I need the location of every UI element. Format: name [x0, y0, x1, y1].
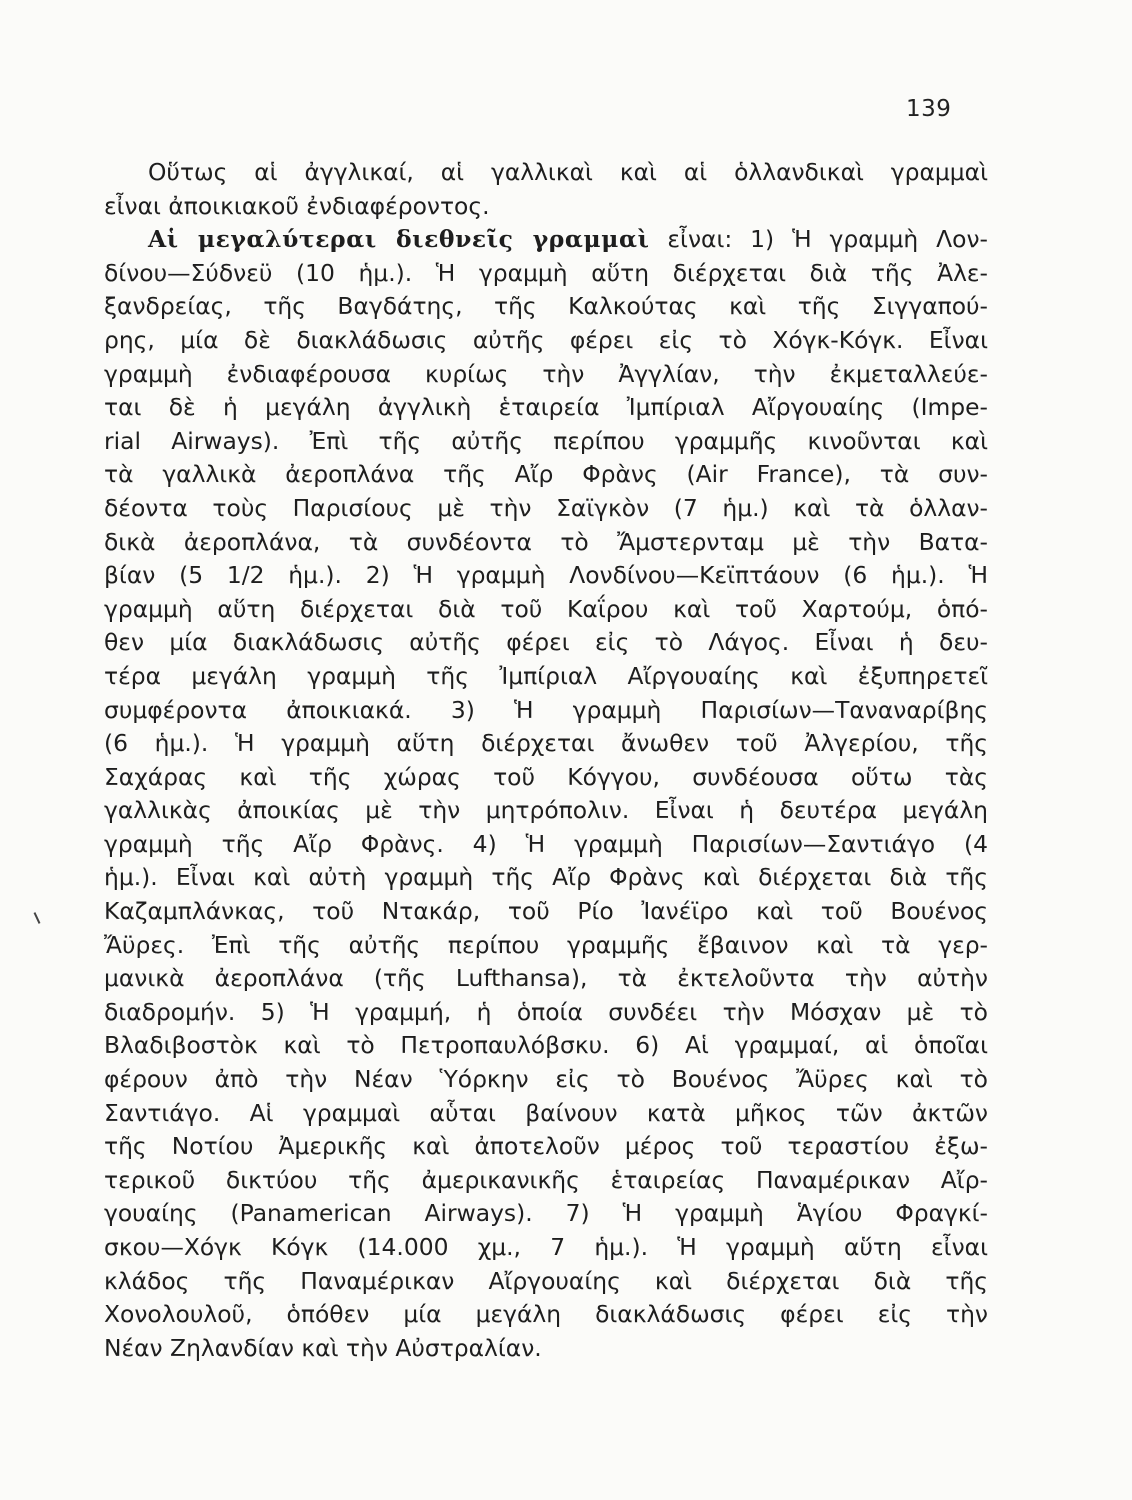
text-line: θεν μία διακλάδωσις αὐτῆς φέρει εἰς τὸ Λάγος. Εἶναι ἡ δευ- — [104, 628, 988, 657]
text-line: Βλαδιβοστὸκ καὶ τὸ Πετροπαυλόβσκυ. 6) Αἱ γραμμαί, αἱ ὁποῖαι — [104, 1031, 988, 1060]
text-line: Οὕτως αἱ ἀγγλικαί, αἱ γαλλικαὶ καὶ αἱ ὁλλανδικαὶ γραμμαὶ — [148, 158, 988, 186]
text-line: διαδρομήν. 5) Ἡ γραμμή, ἡ ὁποία συνδέει τὴν Μόσχαν μὲ τὸ — [104, 997, 988, 1026]
text-line: συμφέροντα ἀποικιακά. 3) Ἡ γραμμὴ Παρισίων—Ταναναρίβης — [104, 695, 988, 724]
margin-mark — [34, 912, 41, 924]
text-line: δικὰ ἀεροπλάνα, τὰ συνδέοντα τὸ Ἄμστερνταμ μὲ τὴν Βατα- — [104, 527, 988, 556]
text-line: Σαχάρας καὶ τῆς χώρας τοῦ Κόγγου, συνδέουσα οὕτω τὰς — [104, 762, 988, 791]
text-line: κλάδος τῆς Παναμέρικαν Αἴργουαίης καὶ διέρχεται διὰ τῆς — [104, 1266, 988, 1295]
text-line: σκου—Χόγκ Κόγκ (14.000 χμ., 7 ἡμ.). Ἡ γραμμὴ αὕτη εἶναι — [104, 1233, 988, 1261]
text-line: εἶναι ἀποικιακοῦ ἐνδιαφέροντος. — [104, 191, 490, 220]
section-heading: Αἱ μεγαλύτεραι διεθνεῖς γραμμαὶ — [148, 225, 650, 254]
heading-continuation: εἶναι: 1) Ἡ γραμμὴ Λον- — [649, 225, 988, 254]
text-line: γραμμὴ αὕτη διέρχεται διὰ τοῦ Καΐρου καὶ τοῦ Χαρτούμ, ὁπό- — [104, 594, 988, 623]
text-line: βίαν (5 1/2 ἡμ.). 2) Ἡ γραμμὴ Λονδίνου—Κεϊπτάουν (6 ἡμ.). Ἡ — [104, 561, 988, 590]
text-line: Χονολουλοῦ, ὁπόθεν μία μεγάλη διακλάδωσις φέρει εἰς τὴν — [104, 1300, 988, 1329]
text-line: μανικὰ ἀεροπλάνα (τῆς Lufthansa), τὰ ἐκτελοῦντα τὴν αὐτὴν — [104, 964, 988, 993]
text-line: τερικοῦ δικτύου τῆς ἀμερικανικῆς ἑταιρείας Παναμέρικαν Αἴρ- — [104, 1165, 988, 1194]
text-line: Νέαν Ζηλανδίαν καὶ τὴν Αὐστραλίαν. — [104, 1333, 542, 1362]
text-line: ἡμ.). Εἶναι καὶ αὐτὴ γραμμὴ τῆς Αἴρ Φρὰνς καὶ διέρχεται διὰ τῆς — [104, 863, 988, 892]
text-line: ρης, μία δὲ διακλάδωσις αὐτῆς φέρει εἰς τὸ Χόγκ-Κόγκ. Εἶναι — [104, 325, 988, 354]
text-line: ται δὲ ἡ μεγάλη ἀγγλικὴ ἑταιρεία Ἰμπίριαλ Αἴργουαίης (Impe- — [104, 393, 988, 422]
text-line: γαλλικὰς ἀποικίας μὲ τὴν μητρόπολιν. Εἶναι ἡ δευτέρα μεγάλη — [104, 796, 988, 825]
text-line: δέοντα τοὺς Παρισίους μὲ τὴν Σαϊγκὸν (7 ἡμ.) καὶ τὰ ὁλλαν- — [104, 493, 988, 522]
text-line: Σαντιάγο. Αἱ γραμμαὶ αὗται βαίνουν κατὰ μῆκος τῶν ἀκτῶν — [104, 1098, 988, 1127]
text-line: (6 ἡμ.). Ἡ γραμμὴ αὕτη διέρχεται ἄνωθεν τοῦ Ἀλγερίου, τῆς — [104, 729, 988, 758]
text-line: τέρα μεγάλη γραμμὴ τῆς Ἰμπίριαλ Αἴργουαίης καὶ ἐξυπηρετεῖ — [104, 661, 988, 690]
text-line: γουαίης (Panamerican Airways). 7) Ἡ γραμμὴ Ἁγίου Φραγκί- — [104, 1199, 988, 1228]
text-line: ξανδρείας, τῆς Βαγδάτης, τῆς Καλκούτας καὶ τῆς Σιγγαπού- — [104, 292, 988, 321]
text-line: γραμμὴ τῆς Αἴρ Φρὰνς. 4) Ἡ γραμμὴ Παρισίων—Σαντιάγο (4 — [104, 829, 988, 858]
text-line: Ἄϋρες. Ἐπὶ τῆς αὐτῆς περίπου γραμμῆς ἔβαινον καὶ τὰ γερ- — [104, 930, 988, 959]
text-line-heading — [104, 223, 988, 257]
page-number: 139 — [906, 96, 952, 122]
text-line: Καζαμπλάνκας, τοῦ Ντακάρ, τοῦ Ρίο Ἰανέϊρο καὶ τοῦ Βουένος — [104, 897, 988, 926]
text-line: γραμμὴ ἐνδιαφέρουσα κυρίως τὴν Ἀγγλίαν, τὴν ἐκμεταλλεύε- — [104, 359, 988, 388]
text-line: τῆς Νοτίου Ἀμερικῆς καὶ ἀποτελοῦν μέρος τοῦ τεραστίου ἐξω- — [104, 1132, 988, 1161]
text-line: τὰ γαλλικὰ ἀεροπλάνα τῆς Αἴρ Φρὰνς (Air France), τὰ συν- — [104, 460, 988, 489]
text-line: δίνου—Σύδνεϋ (10 ἡμ.). Ἡ γραμμὴ αὕτη διέρχεται διὰ τῆς Ἀλε- — [104, 258, 988, 287]
text-line: φέρουν ἀπὸ τὴν Νέαν Ὑόρκην εἰς τὸ Βουένος Ἄϋρες καὶ τὸ — [104, 1065, 988, 1094]
text-line: rial Airways). Ἐπὶ τῆς αὐτῆς περίπου γραμμῆς κινοῦνται καὶ — [104, 426, 988, 455]
body-text — [104, 156, 988, 1365]
